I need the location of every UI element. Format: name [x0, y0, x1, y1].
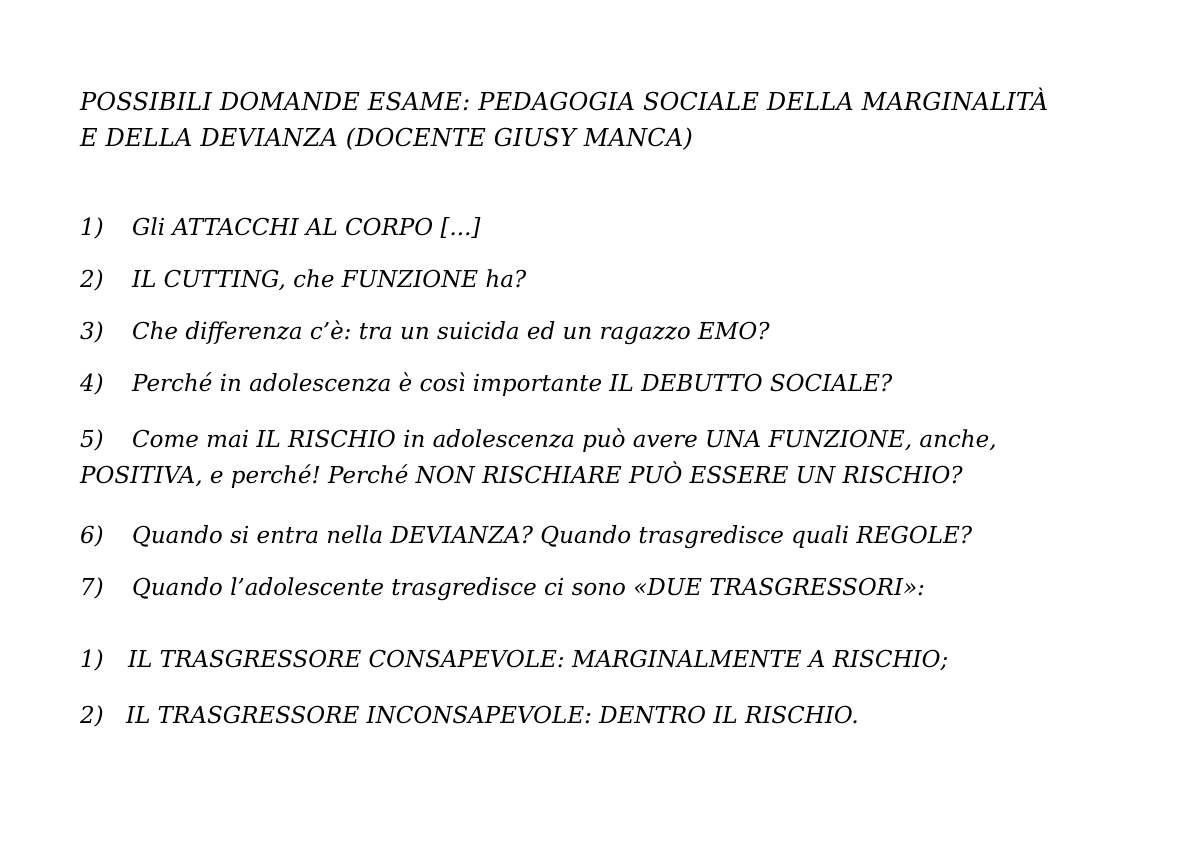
question-number: 1)	[80, 215, 104, 241]
question-4	[80, 366, 892, 402]
subitem-2	[80, 698, 859, 734]
question-number: 7)	[80, 575, 104, 601]
question-text: IL CUTTING, che FUNZIONE ha?	[132, 267, 527, 293]
title-line-1: POSSIBILI DOMANDE ESAME: PEDAGOGIA SOCIALE DELLA MARGINALITÀ	[80, 88, 1049, 116]
subitem-number: 2)	[80, 703, 104, 729]
question-text: Che differenza c’è: tra un suicida ed un ragazzo EMO?	[132, 319, 770, 345]
question-2	[80, 262, 526, 298]
question-text: Come mai IL RISCHIO in adolescenza può avere UNA FUNZIONE, anche,	[132, 427, 997, 453]
question-number: 6)	[80, 523, 104, 549]
question-number: 2)	[80, 267, 104, 293]
question-number: 3)	[80, 319, 104, 345]
subitem-1	[80, 642, 948, 678]
question-text-continuation: POSITIVA, e perché! Perché NON RISCHIARE PUÒ ESSERE UN RISCHIO?	[80, 463, 963, 489]
question-text: Quando l’adolescente trasgredisce ci sono «DUE TRASGRESSORI»:	[132, 575, 925, 601]
document-title	[80, 84, 1140, 156]
question-number: 5)	[80, 427, 104, 453]
question-6	[80, 518, 972, 554]
question-text: Gli ATTACCHI AL CORPO [...]	[132, 215, 481, 241]
question-text: Quando si entra nella DEVIANZA? Quando trasgredisce quali REGOLE?	[132, 523, 973, 549]
question-number: 4)	[80, 371, 104, 397]
question-5	[80, 422, 997, 494]
question-1	[80, 210, 480, 246]
title-line-2: E DELLA DEVIANZA (DOCENTE GIUSY MANCA)	[80, 124, 693, 152]
question-7	[80, 570, 925, 606]
subitem-text: IL TRASGRESSORE INCONSAPEVOLE: DENTRO IL RISCHIO.	[126, 703, 859, 729]
question-text: Perché in adolescenza è così importante IL DEBUTTO SOCIALE?	[132, 371, 893, 397]
question-3	[80, 314, 770, 350]
subitem-text: IL TRASGRESSORE CONSAPEVOLE: MARGINALMENTE A RISCHIO;	[128, 647, 949, 673]
subitem-number: 1)	[80, 647, 104, 673]
